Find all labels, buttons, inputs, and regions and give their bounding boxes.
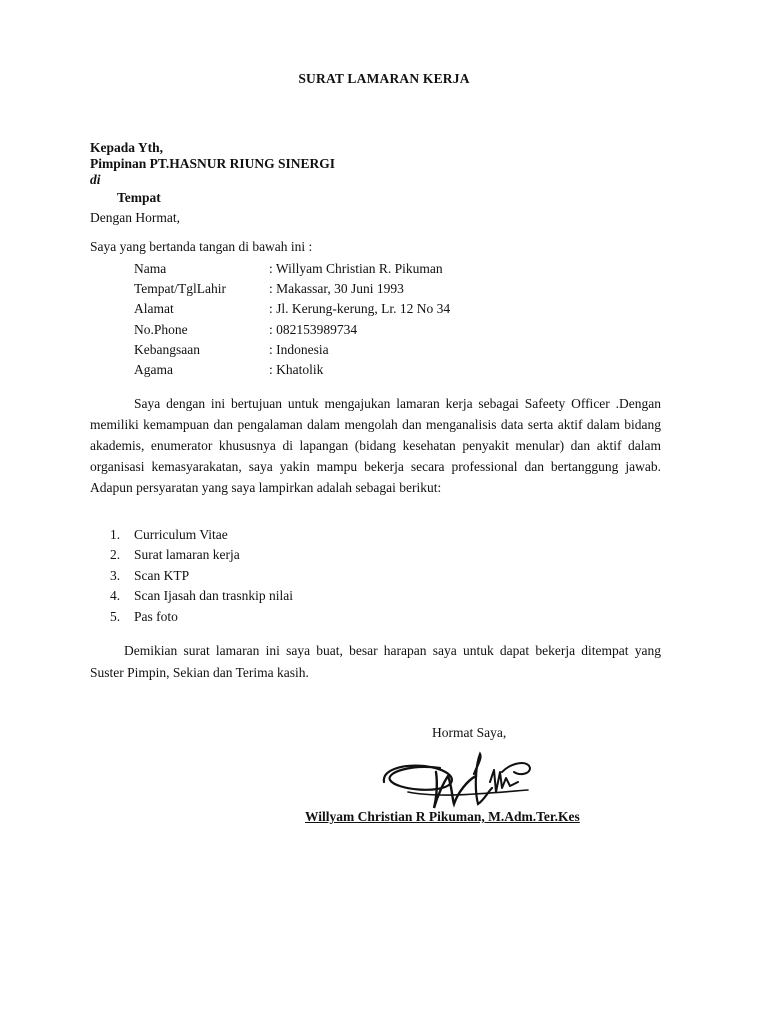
recipient-line-1: Kepada Yth, <box>90 140 164 155</box>
list-number: 1. <box>110 527 121 542</box>
identity-label: Kebangsaan <box>134 341 200 357</box>
identity-label: Nama <box>134 261 167 276</box>
intro-text: Saya yang bertanda tangan di bawah ini : <box>90 239 313 254</box>
identity-label: No.Phone <box>134 321 188 337</box>
list-number: 3. <box>110 567 121 583</box>
identity-value: : Makassar, 30 Juni 1993 <box>269 281 404 297</box>
list-text: Scan KTP <box>134 567 190 583</box>
list-number: 2. <box>110 547 121 563</box>
recipient-line-3: di <box>90 172 101 187</box>
sign-off: Hormat Saya, <box>432 725 507 740</box>
recipient-line-2: Pimpinan PT.HASNUR RIUNG SINERGI <box>90 156 336 171</box>
signer-name: Willyam Christian R Pikuman, M.Adm.Ter.Kes <box>305 809 580 824</box>
identity-label: Agama <box>134 361 173 377</box>
identity-value: : Khatolik <box>269 361 324 377</box>
closing-paragraph: Demikian surat lamaran ini saya buat, besar harapan saya untuk dapat bekerja ditempat yang Suster Pimpin, Sekian dan Terima kasih. <box>90 643 661 680</box>
letter-title: SURAT LAMARAN KERJA <box>298 71 470 86</box>
list-text: Surat lamaran kerja <box>134 547 240 563</box>
identity-value: : 082153989734 <box>269 321 358 337</box>
body-paragraph: Saya dengan ini bertujuan untuk mengajukan lamaran kerja sebagai Safeety Officer .Dengan memiliki kemampuan dan pengalaman dalam mengolah dan menganalisis data serta aktif dalam bidang akademis, enumerator khususnya di lapangan (bidang kesehatan penyakit menular) dan aktif dalam organisasi kemasyarakatan, saya yakin mampu bekerja secara professional dan bertanggung jawab. Adapun persyaratan yang saya lampirkan adalah sebagai berikut: <box>90 396 661 495</box>
greeting: Dengan Hormat, <box>90 210 180 225</box>
list-text: Curriculum Vitae <box>134 527 228 542</box>
list-number: 4. <box>110 588 121 604</box>
list-number: 5. <box>110 608 121 624</box>
identity-value: : Willyam Christian R. Pikuman <box>269 261 443 276</box>
recipient-block <box>90 140 335 206</box>
handwritten-signature <box>378 742 538 814</box>
identity-label: Tempat/TglLahir <box>134 281 227 297</box>
identity-value: : Jl. Kerung-kerung, Lr. 12 No 34 <box>269 301 451 317</box>
recipient-line-4: Tempat <box>117 190 161 205</box>
list-text: Pas foto <box>134 608 178 624</box>
identity-value: : Indonesia <box>269 341 329 357</box>
list-text: Scan Ijasah dan trasnkip nilai <box>134 588 293 604</box>
identity-label: Alamat <box>134 301 174 317</box>
